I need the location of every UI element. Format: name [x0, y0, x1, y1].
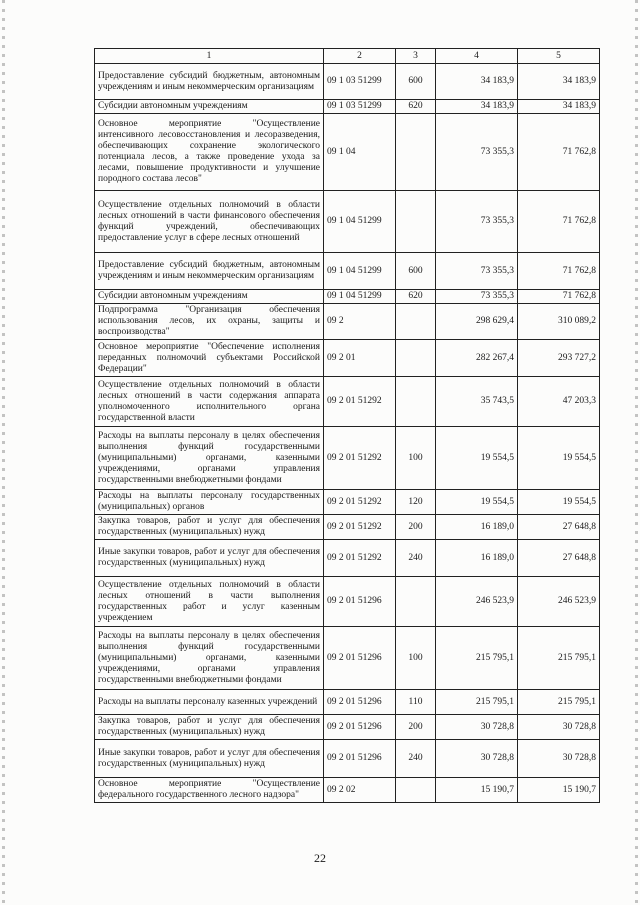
row-expense-type-cell: [396, 577, 436, 627]
row-expense-type-cell: 620: [396, 290, 436, 304]
row-expense-type-cell: [396, 340, 436, 377]
table-row: [95, 114, 600, 191]
row-amount-2021-cell: 30 728,8: [436, 715, 518, 740]
table-row: [95, 191, 600, 253]
row-name-cell: Основное мероприятие "Осуществление федерального государственного лесного надзора": [95, 778, 324, 803]
row-amount-2021-cell: 16 189,0: [436, 540, 518, 577]
row-code-cell: 09 1 04 51299: [324, 253, 396, 290]
row-amount-2022-cell: 215 795,1: [518, 627, 600, 690]
row-code-cell: 09 1 03 51299: [324, 100, 396, 114]
row-amount-2021-cell: 73 355,3: [436, 114, 518, 191]
header-col-3: 3: [396, 49, 436, 64]
row-amount-2021-cell: 215 795,1: [436, 627, 518, 690]
row-amount-2022-cell: 27 648,8: [518, 540, 600, 577]
row-name-cell: Расходы на выплаты персоналу государственных (муниципальных) органов: [95, 490, 324, 515]
row-amount-2021-cell: 73 355,3: [436, 290, 518, 304]
row-name-cell: Основное мероприятие "Осуществление интенсивного лесовосстановления и лесоразведения, обеспечивающих сохранение экологического потенциала лесов, а также проведение ухода за лесами, повышение продуктивности и улучшение породного состава лесов": [95, 114, 324, 191]
row-name-cell: Иные закупки товаров, работ и услуг для обеспечения государственных (муниципальных) нужд: [95, 540, 324, 577]
row-code-cell: 09 2 01 51292: [324, 427, 396, 490]
table-row: [95, 778, 600, 803]
row-amount-2022-cell: 19 554,5: [518, 427, 600, 490]
row-expense-type-cell: 100: [396, 627, 436, 690]
row-name-cell: Осуществление отдельных полномочий в области лесных отношений в части выполнения государственных работ и услуг казенным учреждением: [95, 577, 324, 627]
row-amount-2022-cell: 71 762,8: [518, 191, 600, 253]
row-amount-2021-cell: 34 183,9: [436, 64, 518, 100]
row-code-cell: 09 1 03 51299: [324, 64, 396, 100]
row-expense-type-cell: [396, 304, 436, 340]
row-expense-type-cell: [396, 114, 436, 191]
row-amount-2021-cell: 298 629,4: [436, 304, 518, 340]
row-expense-type-cell: 110: [396, 690, 436, 715]
row-code-cell: 09 2 01 51296: [324, 627, 396, 690]
row-code-cell: 09 2 01 51292: [324, 540, 396, 577]
table-row: [95, 515, 600, 540]
table-row: [95, 100, 600, 114]
row-amount-2022-cell: 34 183,9: [518, 100, 600, 114]
row-amount-2021-cell: 282 267,4: [436, 340, 518, 377]
row-amount-2022-cell: 310 089,2: [518, 304, 600, 340]
row-expense-type-cell: 600: [396, 64, 436, 100]
scan-edge-right: [635, 0, 638, 905]
row-amount-2022-cell: 27 648,8: [518, 515, 600, 540]
row-amount-2021-cell: 30 728,8: [436, 740, 518, 778]
scan-edge-left: [2, 0, 5, 905]
row-amount-2022-cell: 15 190,7: [518, 778, 600, 803]
row-code-cell: 09 2 01 51296: [324, 690, 396, 715]
row-amount-2021-cell: 34 183,9: [436, 100, 518, 114]
row-expense-type-cell: 200: [396, 715, 436, 740]
row-code-cell: 09 1 04 51299: [324, 290, 396, 304]
row-amount-2022-cell: 293 727,2: [518, 340, 600, 377]
row-expense-type-cell: [396, 191, 436, 253]
row-code-cell: 09 2 01 51292: [324, 515, 396, 540]
header-col-1: 1: [95, 49, 324, 64]
row-name-cell: Субсидии автономным учреждениям: [95, 100, 324, 114]
table-row: [95, 690, 600, 715]
row-code-cell: 09 2 01 51296: [324, 577, 396, 627]
table-header-row: [95, 49, 600, 64]
row-code-cell: 09 1 04 51299: [324, 191, 396, 253]
row-amount-2022-cell: 47 203,3: [518, 377, 600, 427]
row-expense-type-cell: 240: [396, 740, 436, 778]
row-amount-2021-cell: 215 795,1: [436, 690, 518, 715]
table-row: [95, 577, 600, 627]
row-amount-2022-cell: 34 183,9: [518, 64, 600, 100]
row-code-cell: 09 2 01 51296: [324, 740, 396, 778]
row-name-cell: Субсидии автономным учреждениям: [95, 290, 324, 304]
row-name-cell: Подпрограмма "Организация обеспечения использования лесов, их охраны, защиты и воспроизводства": [95, 304, 324, 340]
row-expense-type-cell: 600: [396, 253, 436, 290]
row-name-cell: Предоставление субсидий бюджетным, автономным учреждениям и иным некоммерческим организациям: [95, 64, 324, 100]
row-name-cell: Иные закупки товаров, работ и услуг для обеспечения государственных (муниципальных) нужд: [95, 740, 324, 778]
row-name-cell: Расходы на выплаты персоналу в целях обеспечения выполнения функций государственными (муниципальными) органами, казенными учреждениями, органами управления государственными внебюджетными фондами: [95, 427, 324, 490]
row-code-cell: 09 2 01: [324, 340, 396, 377]
row-code-cell: 09 1 04: [324, 114, 396, 191]
row-amount-2021-cell: 19 554,5: [436, 490, 518, 515]
row-expense-type-cell: 200: [396, 515, 436, 540]
header-col-5: 5: [518, 49, 600, 64]
row-expense-type-cell: [396, 778, 436, 803]
row-name-cell: Расходы на выплаты персоналу казенных учреждений: [95, 690, 324, 715]
row-amount-2022-cell: 71 762,8: [518, 114, 600, 191]
row-expense-type-cell: 240: [396, 540, 436, 577]
row-amount-2022-cell: 246 523,9: [518, 577, 600, 627]
row-amount-2022-cell: 19 554,5: [518, 490, 600, 515]
row-amount-2022-cell: 71 762,8: [518, 253, 600, 290]
table-row: [95, 740, 600, 778]
row-amount-2021-cell: 35 743,5: [436, 377, 518, 427]
table-row: [95, 715, 600, 740]
row-amount-2021-cell: 19 554,5: [436, 427, 518, 490]
row-amount-2022-cell: 30 728,8: [518, 740, 600, 778]
row-code-cell: 09 2 01 51296: [324, 715, 396, 740]
row-amount-2021-cell: 15 190,7: [436, 778, 518, 803]
row-expense-type-cell: 120: [396, 490, 436, 515]
table-row: [95, 253, 600, 290]
row-amount-2022-cell: 215 795,1: [518, 690, 600, 715]
table-row: [95, 64, 600, 100]
table-row: [95, 340, 600, 377]
row-code-cell: 09 2 01 51292: [324, 377, 396, 427]
row-expense-type-cell: 620: [396, 100, 436, 114]
table-row: [95, 377, 600, 427]
row-name-cell: Закупка товаров, работ и услуг для обеспечения государственных (муниципальных) нужд: [95, 515, 324, 540]
table-row: [95, 627, 600, 690]
header-col-4: 4: [436, 49, 518, 64]
row-name-cell: Осуществление отдельных полномочий в области лесных отношений в части содержания аппарата уполномоченного исполнительного органа государственной власти: [95, 377, 324, 427]
row-expense-type-cell: [396, 377, 436, 427]
row-name-cell: Осуществление отдельных полномочий в области лесных отношений в части финансового обеспечения функций учреждений, обеспечивающих предоставление услуг в сфере лесных отношений: [95, 191, 324, 253]
page-number: 22: [314, 851, 326, 865]
header-col-2: 2: [324, 49, 396, 64]
table-row: [95, 540, 600, 577]
row-name-cell: Расходы на выплаты персоналу в целях обеспечения выполнения функций государственными (муниципальными) органами, казенными учреждениями, органами управления государственными внебюджетными фондами: [95, 627, 324, 690]
row-amount-2022-cell: 30 728,8: [518, 715, 600, 740]
table-row: [95, 304, 600, 340]
table-body: [95, 64, 600, 803]
row-name-cell: Закупка товаров, работ и услуг для обеспечения государственных (муниципальных) нужд: [95, 715, 324, 740]
row-code-cell: 09 2 01 51292: [324, 490, 396, 515]
table-row: [95, 290, 600, 304]
budget-table: [94, 48, 600, 803]
row-amount-2021-cell: 73 355,3: [436, 191, 518, 253]
table-row: [95, 490, 600, 515]
row-amount-2022-cell: 71 762,8: [518, 290, 600, 304]
row-code-cell: 09 2 02: [324, 778, 396, 803]
table-row: [95, 427, 600, 490]
row-amount-2021-cell: 246 523,9: [436, 577, 518, 627]
row-amount-2021-cell: 16 189,0: [436, 515, 518, 540]
row-name-cell: Основное мероприятие "Обеспечение исполнения переданных полномочий субъектами Российской Федерации": [95, 340, 324, 377]
row-name-cell: Предоставление субсидий бюджетным, автономным учреждениям и иным некоммерческим организациям: [95, 253, 324, 290]
row-expense-type-cell: 100: [396, 427, 436, 490]
row-amount-2021-cell: 73 355,3: [436, 253, 518, 290]
row-code-cell: 09 2: [324, 304, 396, 340]
